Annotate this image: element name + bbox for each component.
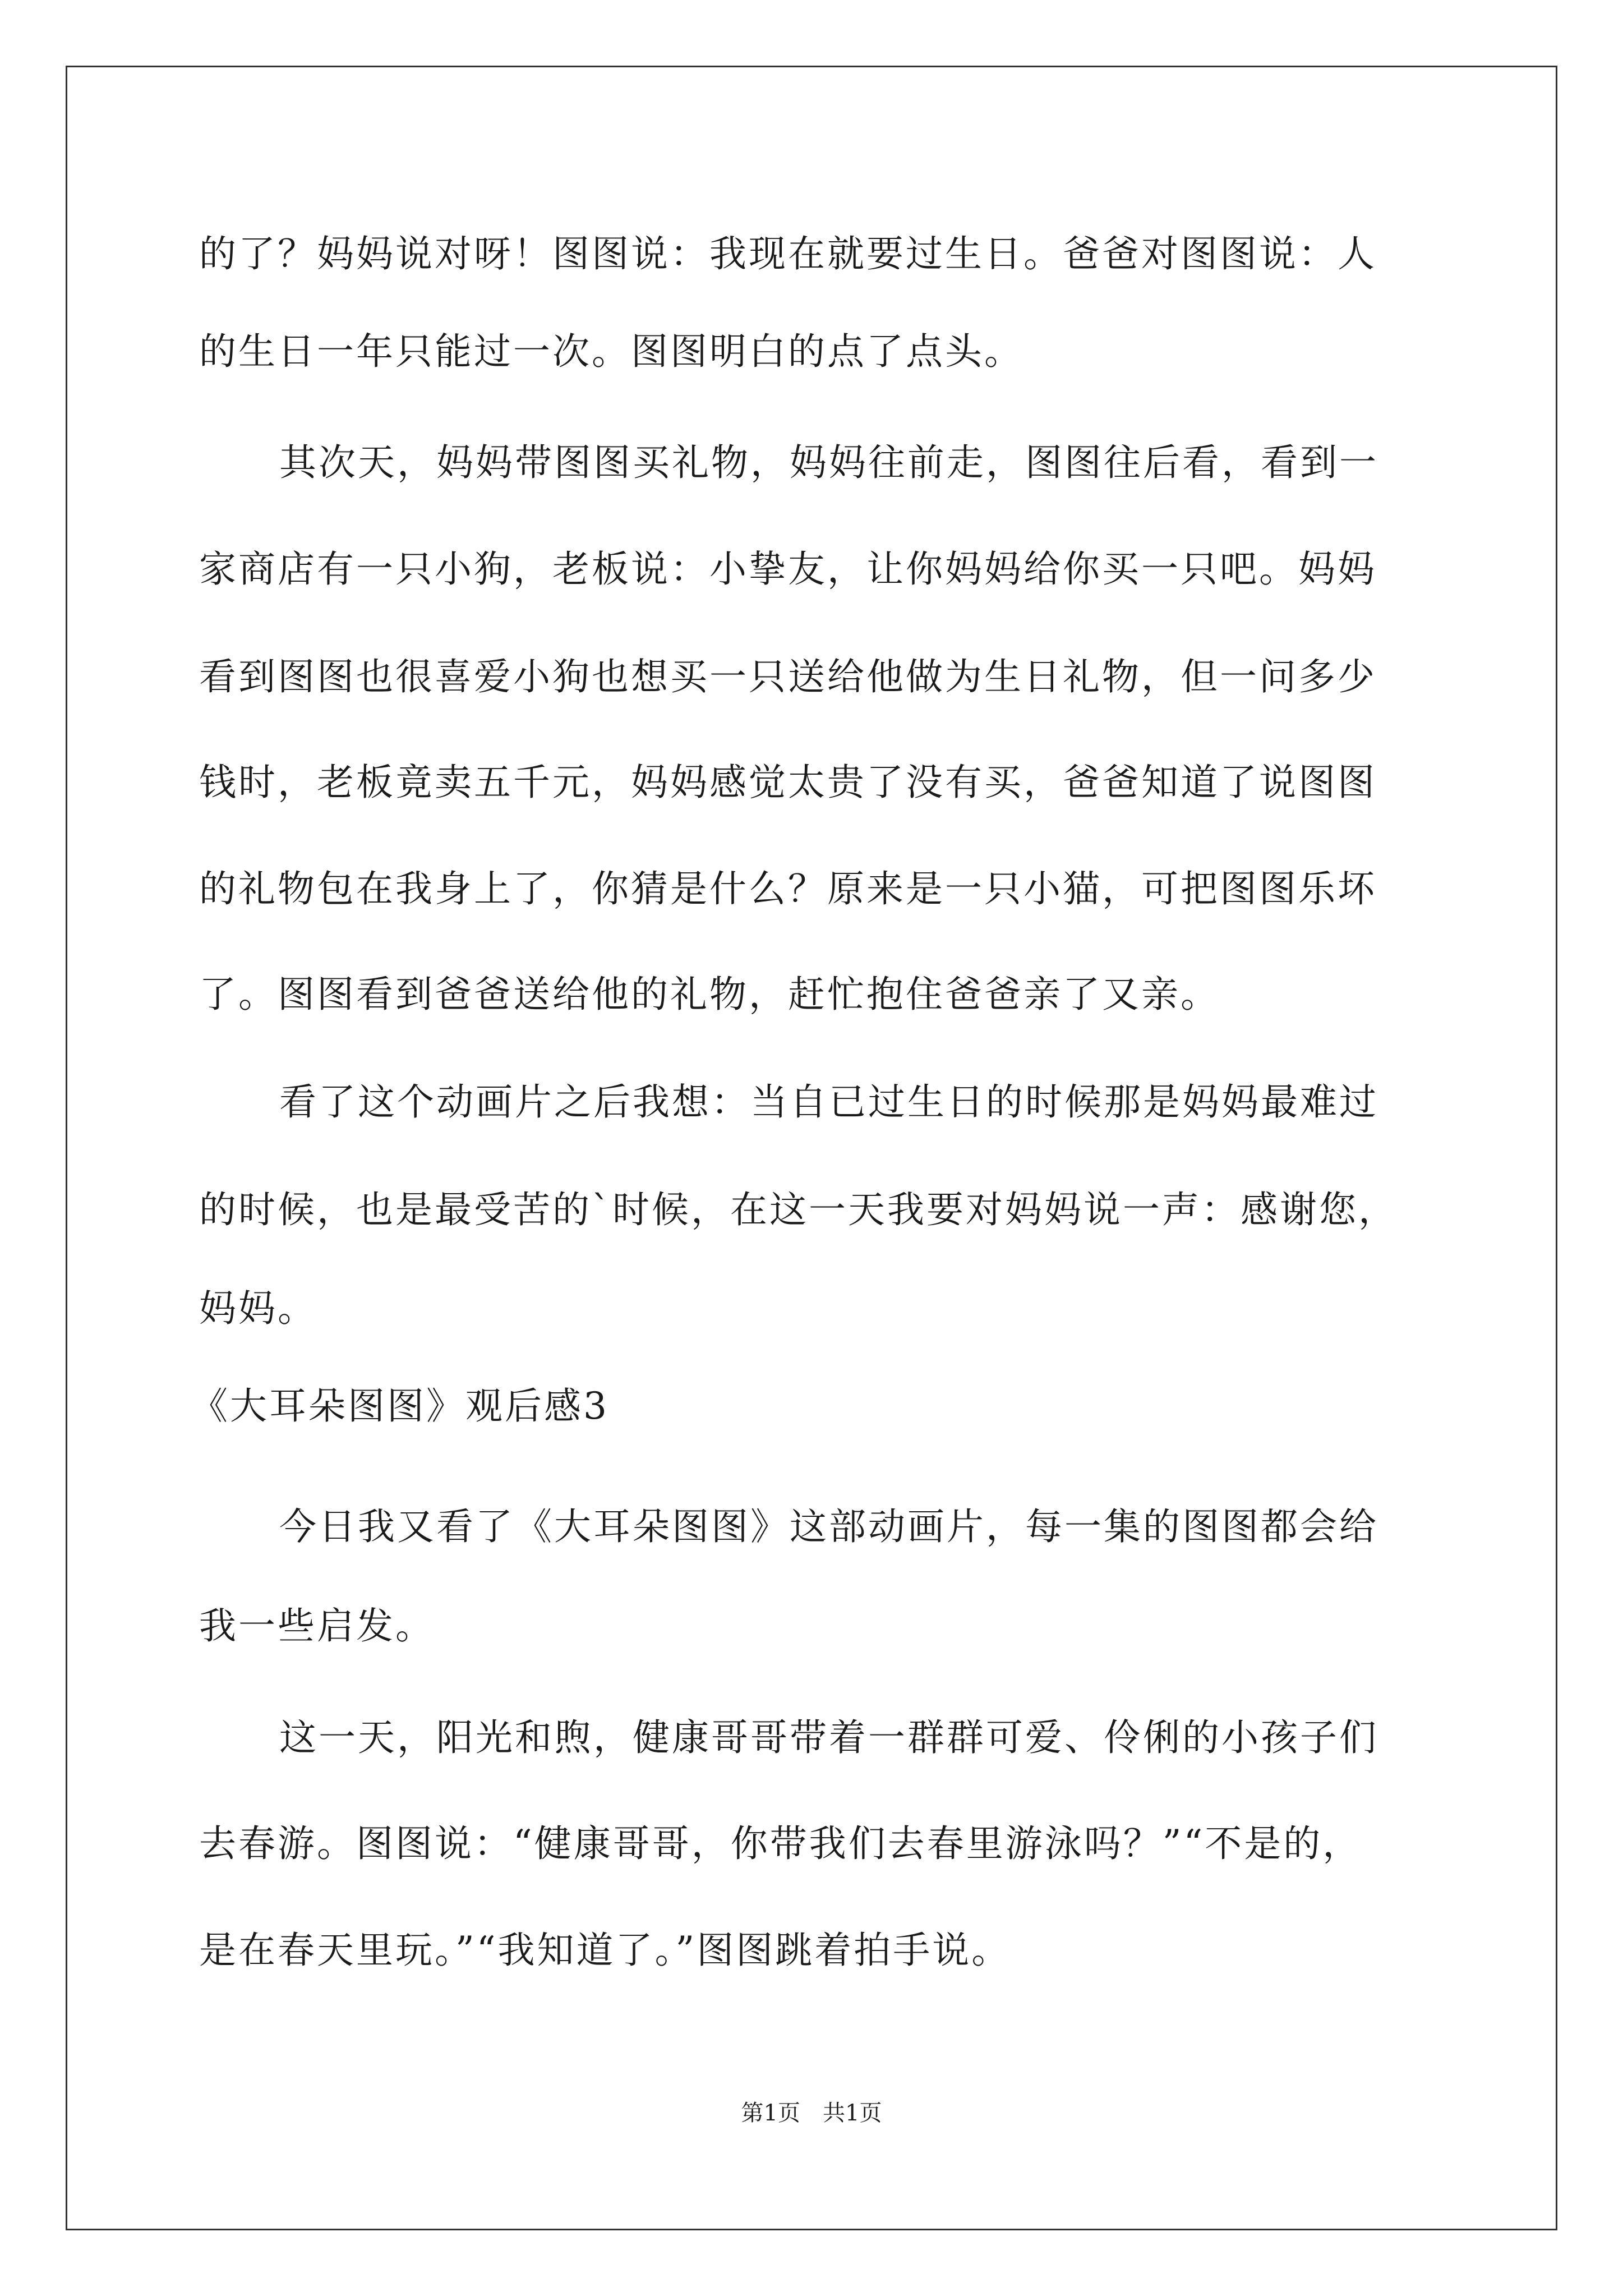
text-line: 的礼物包在我身上了，你猜是什么？原来是一只小猫，可把图图乐坏 xyxy=(199,867,1377,910)
text-line: 我一些启发。 xyxy=(199,1604,435,1648)
text-line: 的了？妈妈说对呀！图图说：我现在就要过生日。爸爸对图图说：人 xyxy=(199,232,1377,275)
text-line: 的时候，也是最受苦的`时候，在这一天我要对妈妈说一声：感谢您， xyxy=(199,1188,1398,1231)
page-border xyxy=(66,66,1557,2230)
text-line: 看到图图也很喜爱小狗也想买一只送给他做为生日礼物，但一问多少 xyxy=(199,655,1377,698)
text-line: 的生日一年只能过一次。图图明白的点了点头。 xyxy=(199,330,1023,373)
text-line: 去春游。图图说：“健康哥哥，你带我们去春里游泳吗？”“不是的， xyxy=(199,1822,1362,1865)
text-line: 妈妈。 xyxy=(199,1287,317,1330)
text-line: 今日我又看了《大耳朵图图》这部动画片，每一集的图图都会给 xyxy=(279,1505,1378,1548)
text-line: 这一天，阳光和煦，健康哥哥带着一群群可爱、伶俐的小孩子们 xyxy=(279,1716,1378,1759)
text-line: 钱时，老板竟卖五千元，妈妈感觉太贵了没有买，爸爸知道了说图图 xyxy=(199,761,1377,804)
text-line: 是在春天里玩。”“我知道了。”图图跳着拍手说。 xyxy=(199,1929,1011,1972)
section-heading: 《大耳朵图图》观后感3 xyxy=(191,1384,609,1428)
page-footer: 第1页 共1页 xyxy=(741,2100,882,2126)
text-line: 看了这个动画片之后我想：当自已过生日的时候那是妈妈最难过 xyxy=(279,1080,1378,1124)
text-line: 其次天，妈妈带图图买礼物，妈妈往前走，图图往后看，看到一 xyxy=(279,441,1378,484)
text-line: 了。图图看到爸爸送给他的礼物，赶忙抱住爸爸亲了又亲。 xyxy=(199,973,1220,1016)
text-line: 家商店有一只小狗，老板说：小挚友，让你妈妈给你买一只吧。妈妈 xyxy=(199,547,1377,591)
